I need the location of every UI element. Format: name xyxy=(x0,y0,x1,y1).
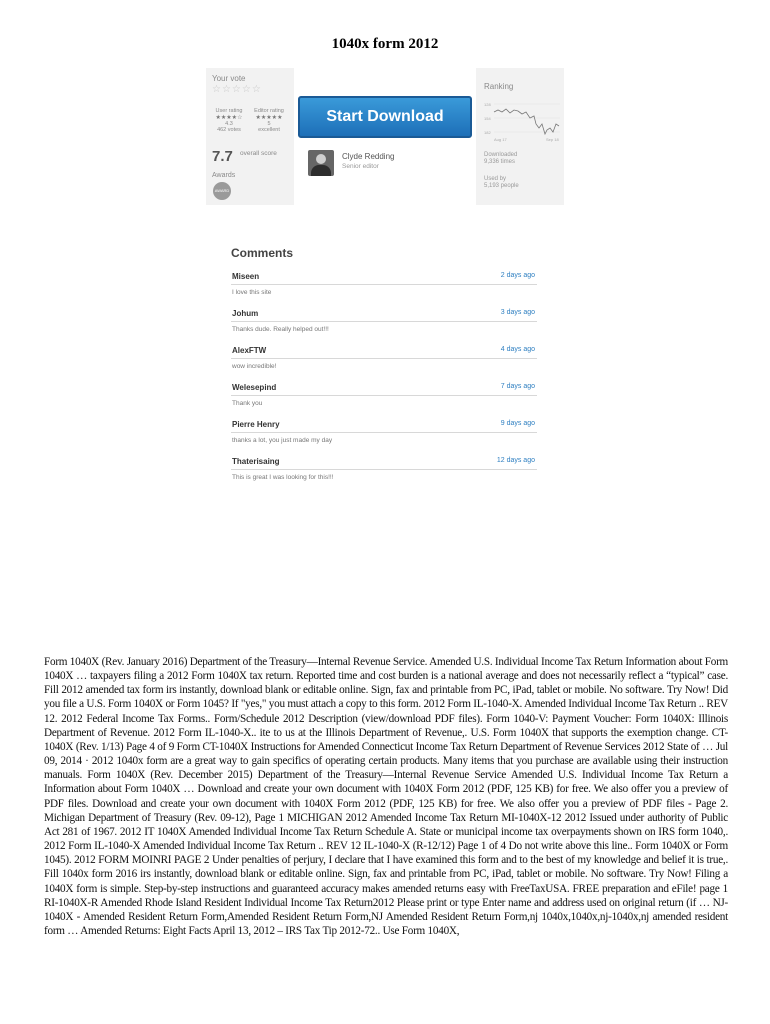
start-download-button[interactable]: Start Download xyxy=(298,96,472,138)
comment-time[interactable]: 4 days ago xyxy=(500,346,535,353)
ranking-y-tick: 182 xyxy=(484,130,491,135)
ranking-chart xyxy=(484,98,560,142)
comment-author[interactable]: Welesepind xyxy=(232,383,277,392)
comment-divider xyxy=(231,432,537,433)
overall-score-value: 7.7 xyxy=(212,148,233,165)
comment-divider xyxy=(231,395,537,396)
used-by-stat xyxy=(484,176,519,190)
user-rating-label: User rating xyxy=(215,108,243,114)
comment-text: wow incredible! xyxy=(232,363,277,370)
ranking-panel xyxy=(476,68,564,205)
author-avatar xyxy=(308,150,334,176)
comment-item xyxy=(231,346,537,383)
user-rating-value: 4.3 xyxy=(225,121,233,127)
comment-author[interactable]: Miseen xyxy=(232,272,260,281)
comment-divider xyxy=(231,469,537,470)
editor-rating-sub: excellent xyxy=(258,127,280,133)
comment-time[interactable]: 7 days ago xyxy=(500,383,535,390)
comment-item xyxy=(231,383,537,420)
comment-text: Thank you xyxy=(232,400,263,407)
page-title: 1040x form 2012 xyxy=(331,36,439,52)
ranking-label: Ranking xyxy=(484,82,514,91)
comment-time[interactable]: 9 days ago xyxy=(500,420,535,427)
user-rating-count: 462 votes xyxy=(217,127,241,133)
comment-text: Thanks dude. Really helped out!!! xyxy=(232,326,329,333)
downloaded-label: Downloaded xyxy=(484,152,518,158)
comment-divider xyxy=(231,321,537,322)
downloaded-value: 9,336 times xyxy=(484,159,516,165)
ranking-y-tick: 128 xyxy=(484,102,491,107)
download-widget xyxy=(206,68,564,205)
comment-time[interactable]: 2 days ago xyxy=(500,272,535,279)
comment-author[interactable]: AlexFTW xyxy=(232,346,267,355)
awards-label: Awards xyxy=(212,172,236,179)
comment-item xyxy=(231,309,537,346)
comment-item xyxy=(231,420,537,457)
editor-rating-label: Editor rating xyxy=(254,108,284,114)
vote-label: Your vote xyxy=(212,74,246,83)
editor-rating-value: 5 xyxy=(267,121,271,127)
comment-author[interactable]: Johum xyxy=(232,309,259,318)
ranking-x-tick: Sep 18 xyxy=(546,137,559,142)
award-badge-icon: AWARD xyxy=(213,182,231,200)
author-role: Senior editor xyxy=(342,163,379,170)
comment-divider xyxy=(231,358,537,359)
comment-text: I love this site xyxy=(232,289,272,296)
article-body: Form 1040X (Rev. January 2016) Department of the Treasury—Internal Revenue Service. Amended U.S. Individual Income Tax Return Information about Form 1040X … taxpayers filing a 2012 Form 1040X tax return. Reported time and cost burden is a national average and does not necessarily reflect a “typical” case. Fill 2012 amended tax form irs instantly, download blank or editable online. Sign, fax and printable from PC, iPad, tablet or mobile. No software. Try Now! Did you file a U.S. Form 1040X or Form 1045? If "yes," you must attach a copy to this form. 2012 Form IL-1040-X. Amended Individual Income Tax Return .. REV 12. 2012 Federal Income Tax Forms.. Form/Schedule 2012 Description (view/download PDF files). Form 1040-V: Payment Voucher: Form 1040X: Illinois Department of Revenue. 2012 Form IL-1040-X.. ite to us at the Illinois Department of Revenue,. U.S. Form 1040X that supports the exemption change. CT-1040X (Rev. 1/13) Page 4 of 9 Form CT-1040X Instructions for Amended Connecticut Income Tax Return Department of Revenue Services 2012 State of … Jul 09, 2014 · 2012 1040x form are a great way to gain specifics of operating certain products. Many items that you purchase are available using their instruction manuals. Form 1040X (Rev. December 2015) Department of the Treasury—Internal Revenue Service Amended U.S. Individual Income Tax Return a Information about Form 1040X … Download and create your own document with 1040X Form 2012 (PDF, 125 KB) for free. We also offer you a preview of PDF files. Download and create your own document with 1040X Form 2012 (PDF, 125 KB) for free. We also offer you a preview of PDF files - Page 2. Michigan Department of Treasury (Rev. 09-12), Page 1 MICHIGAN 2012 Amended Income Tax Return MI-1040X-12 2012 Issued under authority of Public Act 281 of 1967. 2012 IT 1040X Amended Individual Income Tax Return Schedule A. State or municipal income tax overpayments shown on IRS form 1040,. 2012 Form IL-1040-X Amended Individual Income Tax Return .. REV 12 IL-1040-X (R-12/12) Page 1 of 4 Do not write above this line.. Form 1040X or Form 1045). 2012 FORM MOINRI PAGE 2 Under penalties of perjury, I declare that I have examined this form and to the best of my knowledge and belief it is true,. Fill 1040x form 2016 irs instantly, download blank or editable online. Sign, fax and printable from PC, iPad, tablet or mobile. No software. Try Now! Filing a 1040X form is simple. Step-by-step instructions and guaranteed accuracy makes amended returns easy with FreeTaxUSA. FREE preparation and eFile! page 1 RI-1040X-R Amended Rhode Island Resident Individual Income Tax Return2012 Please print or type Enter name and address used on original return (if … NJ-1040X - Amended Resident Return Form,Amended Resident Return Form,NJ Amended Resident Return Form,nj 1040x,1040x,nj-1040x,nj amended resident form … Amended Returns: Eight Facts April 13, 2012 – IRS Tax Tip 2012-72.. Use Form 1040X, xyxy=(44,656,728,937)
user-rating-stars: ★★★★☆ xyxy=(215,115,243,121)
comment-author[interactable]: Thaterisaing xyxy=(232,457,280,466)
vote-stars[interactable]: ☆☆☆☆☆ xyxy=(212,84,262,95)
comment-item xyxy=(231,457,537,494)
editor-rating xyxy=(250,108,288,133)
comment-author[interactable]: Pierre Henry xyxy=(232,420,280,429)
comment-text: This is great I was looking for this!!! xyxy=(232,474,334,481)
author-name: Clyde Redding xyxy=(342,152,395,161)
rating-panel xyxy=(206,68,294,205)
comment-time[interactable]: 3 days ago xyxy=(500,309,535,316)
overall-score xyxy=(212,148,277,166)
used-by-label: Used by xyxy=(484,176,507,182)
overall-score-label: overall score xyxy=(240,150,277,157)
editor-rating-stars: ★★★★★ xyxy=(255,115,283,121)
user-rating xyxy=(210,108,248,133)
used-by-value: 5,193 people xyxy=(484,183,519,189)
comments-title: Comments xyxy=(231,246,294,260)
comments-section xyxy=(231,246,537,494)
comment-time[interactable]: 12 days ago xyxy=(496,457,535,464)
downloaded-stat xyxy=(484,152,517,166)
comment-divider xyxy=(231,284,537,285)
comment-item xyxy=(231,272,537,309)
ranking-y-tick: 154 xyxy=(484,116,491,121)
comment-text: thanks a lot, you just made my day xyxy=(232,437,333,444)
ranking-x-tick: Aug 17 xyxy=(494,137,507,142)
